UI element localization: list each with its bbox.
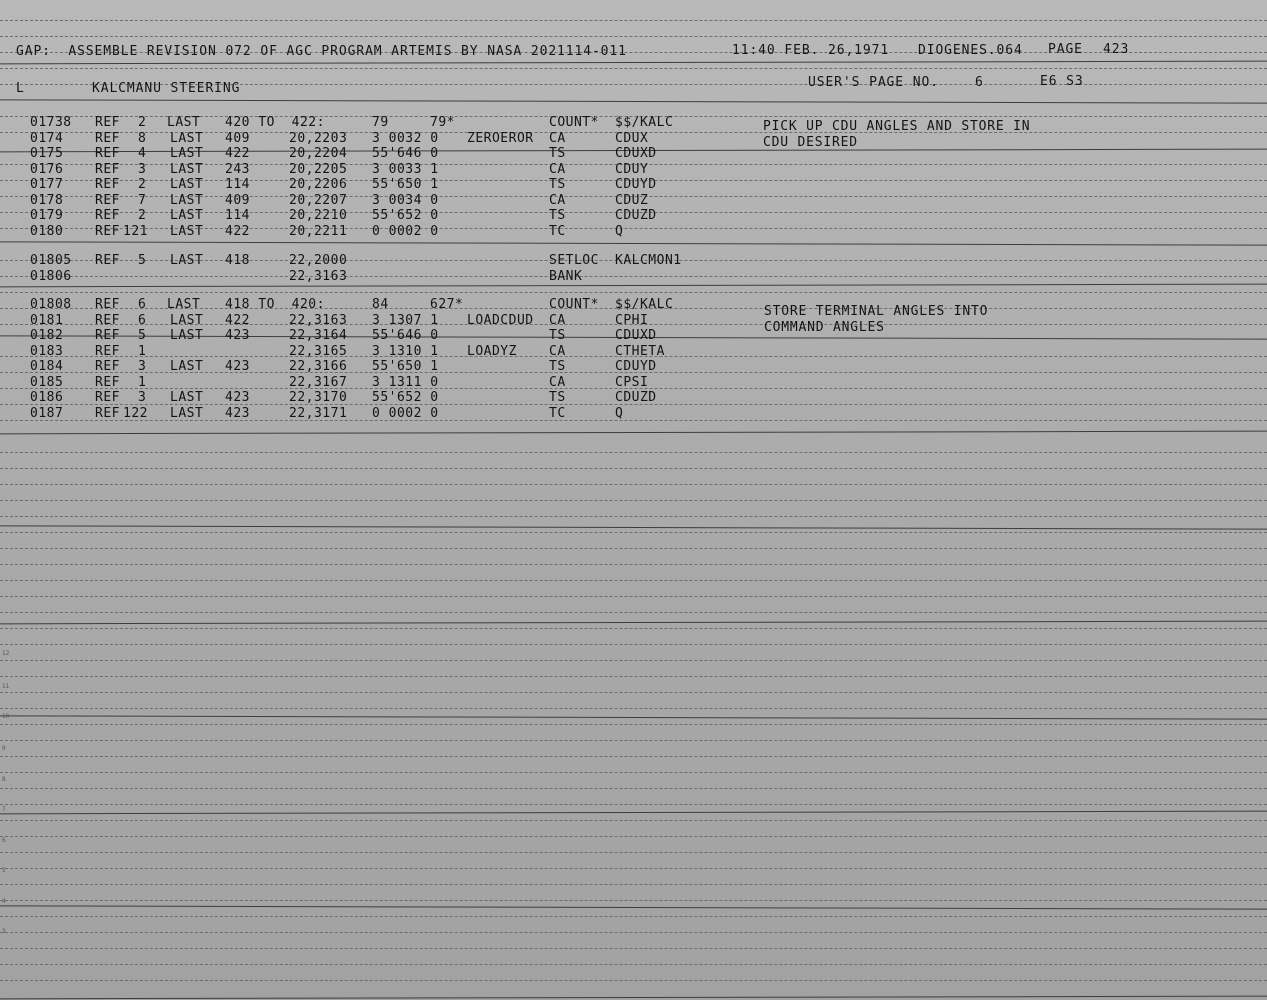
ref-count: 121	[123, 223, 148, 239]
users-page-number: 6	[975, 75, 984, 90]
margin-mark: 11	[2, 683, 10, 690]
last-text: LAST	[170, 192, 204, 208]
dashed-rule	[0, 804, 1267, 805]
dashed-rule	[0, 532, 1267, 533]
seq-number: 0186	[30, 390, 64, 405]
ref-count: 1	[138, 374, 147, 390]
ref-text: REF	[95, 115, 120, 130]
octal-code: 627*	[430, 297, 464, 312]
line-ref: 422	[225, 146, 250, 161]
seq-number: 01738	[30, 115, 72, 130]
listing-row	[0, 376, 1267, 391]
comment-line: STORE TERMINAL ANGLES INTO	[764, 304, 989, 319]
address: 79	[372, 115, 389, 130]
solid-rule	[0, 61, 1267, 65]
opcode: CA	[549, 312, 566, 328]
listing-row	[0, 254, 1267, 269]
address: 84	[372, 297, 389, 312]
seq-number: 0185	[30, 374, 64, 390]
opcode: CA	[549, 130, 566, 146]
line-ref: 422	[225, 223, 250, 239]
solid-rule	[0, 431, 1267, 435]
last-text: LAST	[170, 208, 204, 223]
listing-row	[0, 178, 1267, 193]
line-ref: 418 TO 420:	[225, 297, 325, 312]
solid-rule	[0, 715, 1267, 719]
address: 20,2206	[289, 177, 348, 192]
last-text: LAST	[170, 130, 204, 146]
listing-row	[0, 116, 1267, 131]
solid-rule	[0, 905, 1267, 909]
opcode: BANK	[549, 268, 583, 284]
solid-rule	[0, 241, 1267, 245]
header-timestamp: 11:40 FEB. 26,1971	[732, 43, 890, 58]
operand: Q	[615, 405, 624, 421]
octal-code: 3 1307 1	[372, 312, 439, 328]
comment-line: CDU DESIRED	[763, 135, 858, 150]
dashed-rule	[0, 884, 1267, 885]
address: 20,2210	[289, 208, 348, 223]
listing-row	[0, 407, 1267, 422]
operand: CPHI	[615, 312, 649, 328]
code-ref: E6 S3	[1040, 74, 1084, 89]
margin-mark: 6	[2, 837, 6, 844]
dashed-rule	[0, 676, 1267, 677]
symbol-label: ZEROEROR	[467, 130, 534, 146]
ref-text: REF	[95, 146, 120, 161]
ref-count: 2	[138, 177, 147, 192]
seq-number: 0184	[30, 359, 64, 374]
opcode: TS	[549, 390, 566, 405]
octal-code: 55'650 1	[372, 177, 439, 192]
address: 22,3163	[289, 312, 348, 328]
dashed-rule	[0, 612, 1267, 613]
ref-text: REF	[95, 208, 120, 223]
ref-count: 7	[138, 192, 147, 208]
seq-number: 0180	[30, 223, 64, 239]
listing-row	[0, 391, 1267, 406]
solid-rule	[0, 99, 1267, 103]
opcode: CA	[549, 343, 566, 359]
listing-row	[0, 314, 1267, 329]
opcode: CA	[549, 161, 566, 177]
solid-rule	[0, 621, 1267, 625]
dashed-rule	[0, 980, 1267, 981]
dashed-rule	[0, 644, 1267, 645]
address: 22,3170	[289, 390, 348, 405]
line-ref: 422	[225, 312, 250, 328]
address: 22,2000	[289, 253, 348, 268]
dashed-rule	[0, 740, 1267, 741]
ref-count: 3	[138, 359, 147, 374]
seq-number: 0176	[30, 161, 64, 177]
address: 22,3165	[289, 343, 348, 359]
octal-code: 55'646 0	[372, 328, 439, 343]
seq-number: 01806	[30, 268, 72, 284]
line-ref: 423	[225, 390, 250, 405]
ref-text: REF	[95, 297, 120, 312]
address: 22,3163	[289, 268, 348, 284]
octal-code: 3 1311 0	[372, 374, 439, 390]
octal-code: 0 0002 0	[372, 223, 439, 239]
ref-text: REF	[95, 359, 120, 374]
dashed-rule	[0, 500, 1267, 501]
seq-number: 01805	[30, 253, 72, 268]
line-ref: 409	[225, 130, 250, 146]
ref-count: 6	[138, 312, 147, 328]
operand: Q	[615, 223, 624, 239]
listing-row	[0, 132, 1267, 147]
margin-mark: 3	[2, 928, 6, 935]
dashed-rule	[0, 964, 1267, 965]
line-ref: 423	[225, 359, 250, 374]
address: 20,2205	[289, 161, 348, 177]
ref-text: REF	[95, 405, 120, 421]
line-ref: 423	[225, 405, 250, 421]
solid-rule	[0, 811, 1267, 815]
dashed-rule	[0, 452, 1267, 453]
last-text: LAST	[170, 223, 204, 239]
dashed-rule	[0, 548, 1267, 549]
dashed-rule	[0, 900, 1267, 901]
header-subtitle: KALCMANU STEERING	[92, 81, 241, 96]
ref-text: REF	[95, 390, 120, 405]
dashed-rule	[0, 564, 1267, 565]
dashed-rule	[0, 484, 1267, 485]
margin-mark: 7	[2, 806, 6, 813]
dashed-rule	[0, 628, 1267, 629]
margin-mark: 9	[2, 745, 6, 752]
seq-number: 0175	[30, 146, 64, 161]
dashed-rule	[0, 708, 1267, 709]
address: 22,3167	[289, 374, 348, 390]
dashed-rule	[0, 292, 1267, 293]
operand: KALCMON1	[615, 253, 682, 268]
ref-text: REF	[95, 328, 120, 343]
last-text: LAST	[167, 297, 201, 312]
opcode: TS	[549, 208, 566, 223]
comment-line: PICK UP CDU ANGLES AND STORE IN	[763, 119, 1031, 134]
line-ref: 420 TO 422:	[225, 115, 325, 130]
dashed-rule	[0, 660, 1267, 661]
dashed-rule	[0, 516, 1267, 517]
operand: CDUY	[615, 161, 649, 177]
address: 22,3166	[289, 359, 348, 374]
opcode: TS	[549, 146, 566, 161]
comment-line: COMMAND ANGLES	[764, 320, 885, 335]
operand: CTHETA	[615, 343, 665, 359]
seq-number: 0178	[30, 192, 64, 208]
listing-row	[0, 345, 1267, 360]
opcode: TS	[549, 328, 566, 343]
ref-text: REF	[95, 374, 120, 390]
address: 20,2204	[289, 146, 348, 161]
operand: CDUZ	[615, 192, 649, 208]
opcode: COUNT*	[549, 297, 599, 312]
listing-row	[0, 163, 1267, 178]
ref-count: 5	[138, 328, 147, 343]
octal-code: 55'646 0	[372, 146, 439, 161]
octal-code: 55'650 1	[372, 359, 439, 374]
ref-text: REF	[95, 253, 120, 268]
operand: CDUZD	[615, 390, 657, 405]
seq-number: 0177	[30, 177, 64, 192]
dashed-rule	[0, 692, 1267, 693]
seq-number: 0182	[30, 328, 64, 343]
seq-number: 01808	[30, 297, 72, 312]
ref-count: 3	[138, 161, 147, 177]
symbol-label: LOADCDUD	[467, 312, 534, 328]
ref-count: 8	[138, 130, 147, 146]
header-title-line: GAP: ASSEMBLE REVISION 072 OF AGC PROGRAM ARTEMIS BY NASA 2021114-011	[16, 44, 627, 59]
octal-code: 79*	[430, 115, 455, 130]
opcode: CA	[549, 192, 566, 208]
octal-code: 3 0034 0	[372, 192, 439, 208]
margin-mark: 12	[2, 650, 10, 657]
margin-mark: 10	[2, 713, 10, 720]
users-page-label: USER'S PAGE NO.	[808, 75, 939, 90]
octal-code: 3 0033 1	[372, 161, 439, 177]
dashed-rule	[0, 724, 1267, 725]
operand: $$/KALC	[615, 297, 674, 312]
last-text: LAST	[170, 405, 204, 421]
ref-text: REF	[95, 312, 120, 328]
opcode: TC	[549, 405, 566, 421]
margin-mark: 5	[2, 867, 6, 874]
dashed-rule	[0, 948, 1267, 949]
last-text: LAST	[170, 146, 204, 161]
opcode: TS	[549, 359, 566, 374]
operand: CDUZD	[615, 208, 657, 223]
ref-count: 6	[138, 297, 147, 312]
dashed-rule	[0, 852, 1267, 853]
operand: $$/KALC	[615, 115, 674, 130]
solid-rule	[0, 996, 1267, 1000]
operand: CDUXD	[615, 146, 657, 161]
listing-row	[0, 298, 1267, 313]
line-ref: 423	[225, 328, 250, 343]
dashed-rule	[0, 932, 1267, 933]
operand: CDUXD	[615, 328, 657, 343]
ref-count: 5	[138, 253, 147, 268]
dashed-rule	[0, 772, 1267, 773]
ref-count: 2	[138, 208, 147, 223]
solid-rule	[0, 525, 1267, 529]
line-ref: 409	[225, 192, 250, 208]
ref-count: 4	[138, 146, 147, 161]
dashed-rule	[0, 68, 1267, 69]
last-text: LAST	[170, 161, 204, 177]
header-system: DIOGENES.064	[918, 43, 1023, 58]
dashed-rule	[0, 580, 1267, 581]
ref-text: REF	[95, 130, 120, 146]
dashed-rule	[0, 788, 1267, 789]
address: 20,2207	[289, 192, 348, 208]
ref-count: 1	[138, 343, 147, 359]
octal-code: 55'652 0	[372, 208, 439, 223]
line-ref: 418	[225, 253, 250, 268]
listing-row	[0, 329, 1267, 344]
address: 22,3164	[289, 328, 348, 343]
dashed-rule	[0, 916, 1267, 917]
operand: CPSI	[615, 374, 649, 390]
seq-number: 0181	[30, 312, 64, 328]
line-ref: 114	[225, 177, 250, 192]
opcode: SETLOC	[549, 253, 599, 268]
symbol-label: LOADYZ	[467, 343, 517, 359]
ref-text: REF	[95, 177, 120, 192]
listing-row	[0, 225, 1267, 240]
dashed-rule	[0, 868, 1267, 869]
ref-text: REF	[95, 192, 120, 208]
last-text: LAST	[167, 115, 201, 130]
seq-number: 0183	[30, 343, 64, 359]
header-page-number: 423	[1103, 42, 1130, 57]
ref-count: 122	[123, 405, 148, 421]
opcode: COUNT*	[549, 115, 599, 130]
operand: CDUX	[615, 130, 649, 146]
octal-code: 3 1310 1	[372, 343, 439, 359]
dashed-rule	[0, 468, 1267, 469]
opcode: TC	[549, 223, 566, 239]
dashed-rule	[0, 756, 1267, 757]
last-text: LAST	[170, 328, 204, 343]
ref-text: REF	[95, 161, 120, 177]
margin-mark: 4	[2, 898, 6, 905]
octal-code: 3 0032 0	[372, 130, 439, 146]
header-page-label: PAGE	[1048, 42, 1083, 57]
opcode: TS	[549, 177, 566, 192]
listing-row	[0, 209, 1267, 224]
dashed-rule	[0, 20, 1267, 21]
listing-row	[0, 270, 1267, 285]
seq-number: 0174	[30, 130, 64, 146]
ref-text: REF	[95, 223, 120, 239]
last-text: LAST	[170, 390, 204, 405]
address: 20,2211	[289, 223, 348, 239]
last-text: LAST	[170, 359, 204, 374]
ref-count: 2	[138, 115, 147, 130]
octal-code: 0 0002 0	[372, 405, 439, 421]
last-text: LAST	[170, 177, 204, 192]
opcode: CA	[549, 374, 566, 390]
seq-number: 0179	[30, 208, 64, 223]
dashed-rule	[0, 836, 1267, 837]
operand: CDUYD	[615, 177, 657, 192]
octal-code: 55'652 0	[372, 390, 439, 405]
ref-count: 3	[138, 390, 147, 405]
line-ref: 114	[225, 208, 250, 223]
address: 22,3171	[289, 405, 348, 421]
dashed-rule	[0, 596, 1267, 597]
listing-row	[0, 360, 1267, 375]
ref-text: REF	[95, 343, 120, 359]
seq-number: 0187	[30, 405, 64, 421]
address: 20,2203	[289, 130, 348, 146]
header-sub-left: L	[16, 81, 25, 96]
last-text: LAST	[170, 312, 204, 328]
listing-row	[0, 194, 1267, 209]
operand: CDUYD	[615, 359, 657, 374]
listing-row	[0, 147, 1267, 162]
margin-mark: 8	[2, 776, 6, 783]
dashed-rule	[0, 820, 1267, 821]
dashed-rule	[0, 36, 1267, 37]
line-ref: 243	[225, 161, 250, 177]
last-text: LAST	[170, 253, 204, 268]
